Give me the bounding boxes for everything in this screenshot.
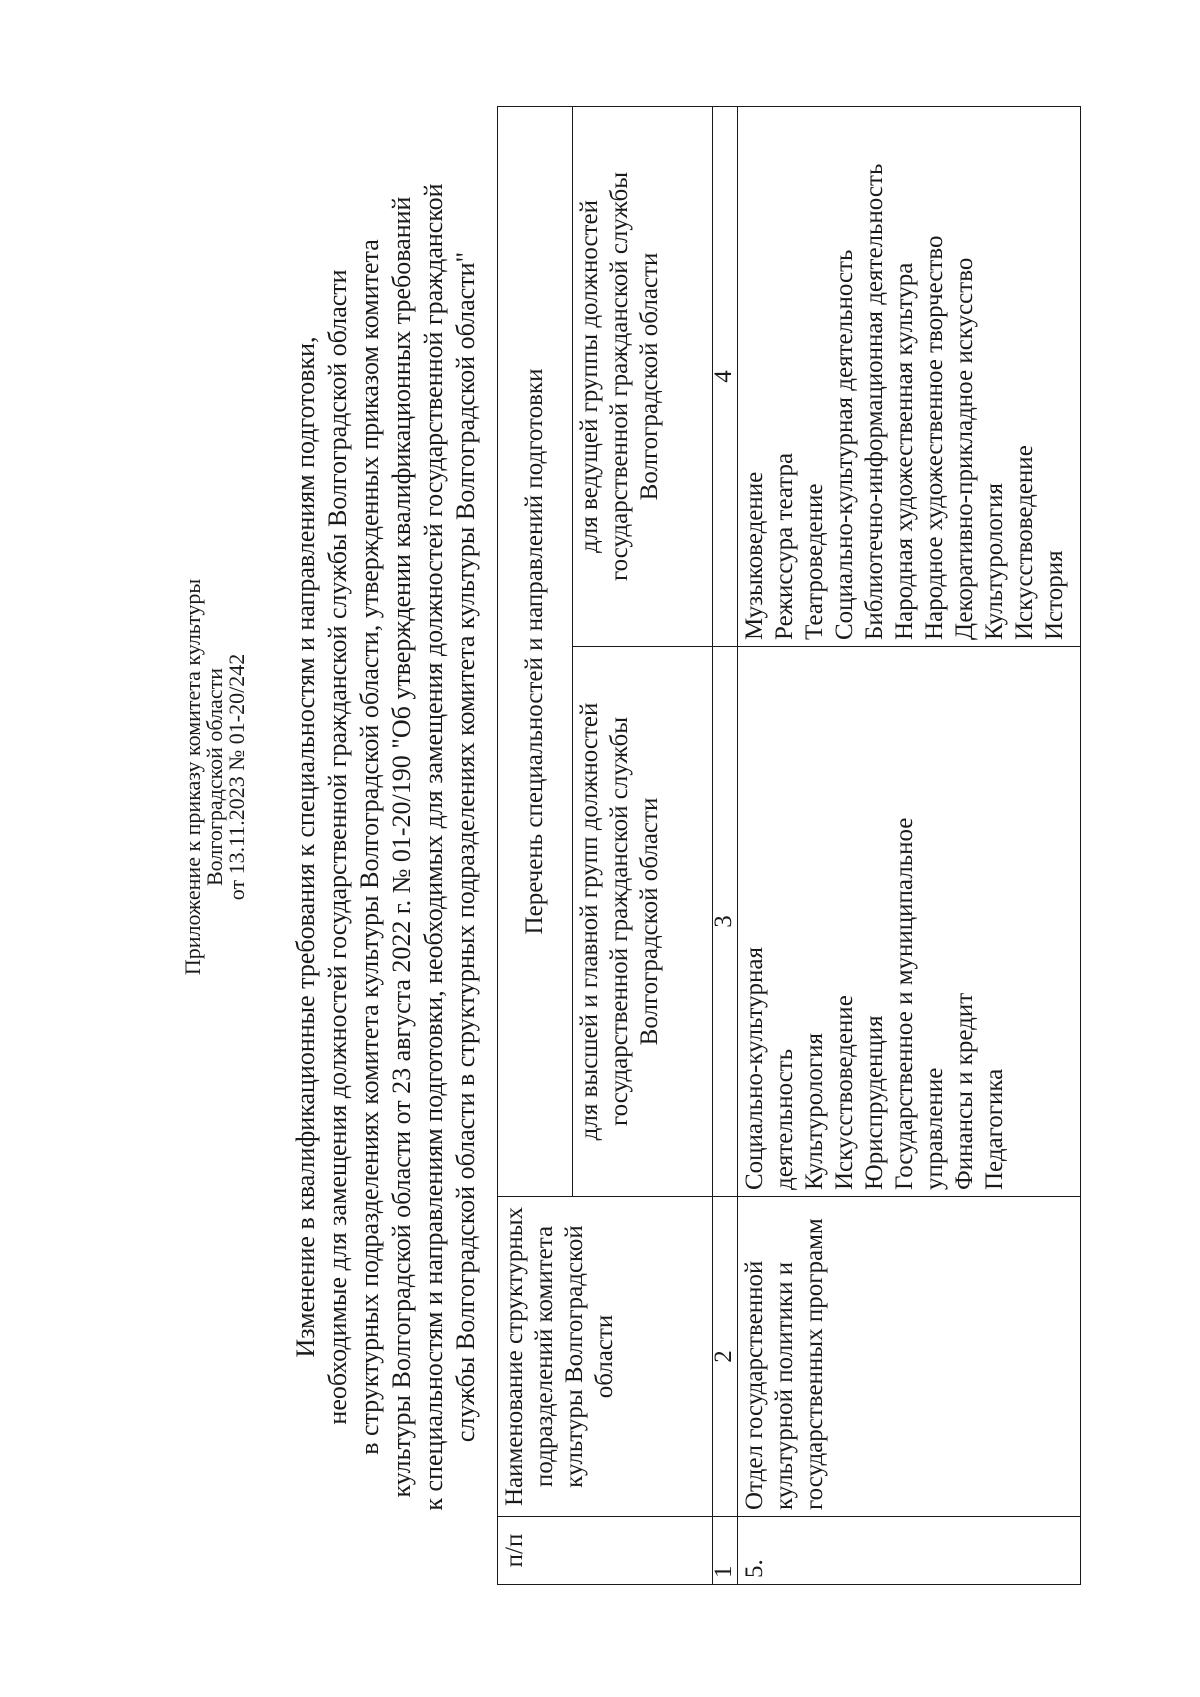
document-title: [290, 52, 482, 1642]
header-leading-group-label: для ведущей группы должностей государственной гражданской службы Волгоградской области: [576, 171, 663, 582]
subdivision-name-text: Отдел государственной культурной политики и государственных программ: [741, 1218, 828, 1510]
header-cell-higher-groups: [573, 647, 713, 1197]
header-cell-subdivision: [498, 1197, 713, 1517]
list-item: Театроведение: [801, 483, 828, 640]
title-line: культуры Волгоградской области от 23 августа 2022 г. № 01-20/190 "Об утверждении квалификационных требований: [387, 196, 416, 1498]
title-line: службы Волгоградской области в структурных подразделениях комитета культуры Волгоградской области": [451, 251, 480, 1443]
header-number-label: п/п: [501, 1533, 528, 1568]
list-item: Государственное и муниципальное: [891, 817, 918, 1190]
table-row: [738, 106, 1081, 1584]
title-line: в структурных подразделениях комитета культуры Волгоградской области, утвержденных приказом комитета: [355, 239, 384, 1455]
list-item: Педагогика: [981, 1068, 1008, 1190]
approval-stamp: [182, 517, 248, 1037]
approval-line: Волгоградской области: [202, 668, 227, 886]
row-number: 5.: [738, 1517, 1081, 1585]
list-item: Музыковедение: [741, 471, 768, 640]
approval-line: Приложение к приказу комитета культуры: [180, 578, 205, 976]
list-item: Режиссура театра: [771, 452, 798, 640]
list-item: Декоративно-прикладное искусство: [951, 257, 978, 640]
list-item: Искусствоведение: [1011, 445, 1038, 640]
list-item: Народное художественное творчество: [921, 235, 948, 640]
header-higher-groups-label: для высшей и главной групп должностей государственной гражданской службы Волгоградской области: [576, 702, 663, 1141]
column-number-row: [713, 106, 738, 1584]
row-leading-group-list: [738, 106, 1081, 646]
list-item: Народная художественная культура: [891, 262, 918, 640]
column-number: 2: [713, 1197, 738, 1517]
list-item: Библиотечно-информационная деятельность: [861, 163, 888, 640]
header-cell-leading-group: [573, 106, 713, 646]
list-item: деятельность: [771, 1048, 798, 1190]
header-subdivision-label: Наименование структурных подразделений комитета культуры Волгоградской области: [501, 1206, 618, 1507]
column-number: 4: [713, 106, 738, 646]
title-line: Изменение в квалификационные требования к специальностям и направлениям подготовки,: [291, 336, 320, 1358]
list-item: Финансы и кредит: [951, 992, 978, 1190]
list-item: Юриспруденция: [861, 1015, 888, 1190]
row-higher-groups-list: [738, 647, 1081, 1197]
column-number: 1: [713, 1517, 738, 1585]
list-item: Социально-культурная: [741, 946, 768, 1190]
list-item: История: [1041, 550, 1068, 640]
row-subdivision-name: [738, 1197, 1081, 1517]
title-line: к специальностям и направлениям подготовки, необходимых для замещения должностей государственной гражданской: [419, 183, 448, 1511]
list-item: Культурология: [981, 483, 1008, 640]
header-list-label: Перечень специальностей и направлений подготовки: [521, 368, 548, 935]
approval-line: от 13.11.2023 № 01-20/242: [224, 653, 249, 901]
table-header-row: [498, 106, 573, 1584]
header-cell-list: [498, 106, 573, 1196]
list-item: Культурология: [801, 1033, 828, 1190]
list-item: управление: [921, 1067, 948, 1190]
title-line: необходимые для замещения должностей государственной гражданской службы Волгоградской области: [323, 269, 352, 1425]
qualification-table: [497, 106, 1081, 1585]
list-item: Социально-культурная деятельность: [831, 249, 858, 640]
list-item: Искусствоведение: [831, 995, 858, 1190]
header-cell-number: [498, 1517, 713, 1585]
column-number: 3: [713, 647, 738, 1197]
